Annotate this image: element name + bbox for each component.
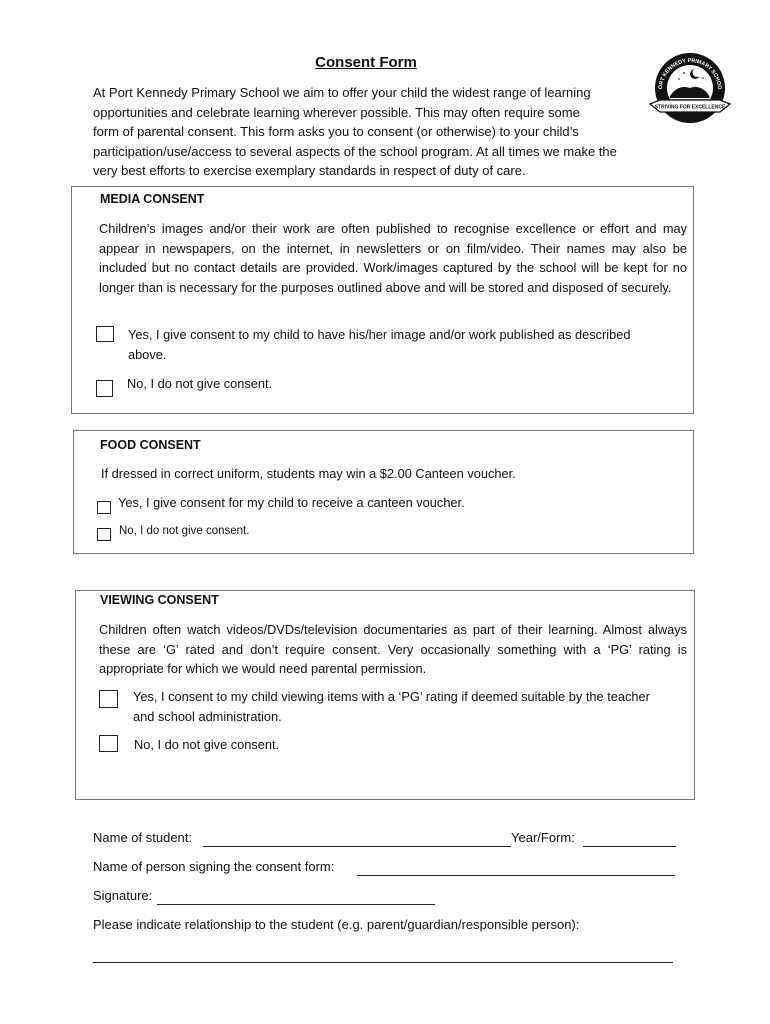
relationship-field[interactable]: [93, 961, 673, 963]
media-yes-label: Yes, I give consent to my child to have his/her image and/or work published as described above.: [128, 327, 631, 362]
year-form-label: Year/Form:: [511, 830, 575, 845]
intro-line: very best efforts to exercise exemplary standards in respect of duty of care.: [93, 163, 526, 178]
media-no-checkbox[interactable]: [96, 380, 113, 397]
intro-line: opportunities and celebrate learning wherever possible. This may often require some: [93, 104, 580, 120]
media-consent-heading: MEDIA CONSENT: [100, 192, 205, 206]
food-consent-heading: FOOD CONSENT: [100, 438, 201, 452]
viewing-consent-text: Children often watch videos/DVDs/television documentaries as part of their learning. Almost always these are ‘G’ rated and don’t require consent. Very occasionally something with a ‘PG’ rating is appropriate for which we would need parental permission.: [99, 622, 687, 676]
school-crest-icon: [648, 50, 732, 126]
student-name-field[interactable]: [203, 845, 511, 847]
viewing-no-checkbox[interactable]: [99, 735, 118, 752]
page-title: Consent Form: [315, 54, 417, 71]
food-yes-label: Yes, I give consent for my child to receive a canteen voucher.: [118, 495, 465, 510]
viewing-yes-checkbox[interactable]: [99, 690, 118, 708]
food-yes-checkbox[interactable]: [97, 501, 111, 514]
food-no-checkbox[interactable]: [97, 528, 111, 541]
media-yes-checkbox[interactable]: [96, 326, 114, 342]
logo-banner-text: STRIVING FOR EXCELLENCE: [654, 104, 726, 111]
intro-line: At Port Kennedy Primary School we aim to offer your child the widest range of learning: [93, 85, 591, 100]
logo-top-text: ORT KENNEDY PRIMARY SCHOO: [657, 57, 723, 90]
media-consent-text: Children’s images and/or their work are often published to recognise excellence or effort and may appear in newspapers, on the internet, in newsletters or on film/video. Their names may also be included but no contact details are provided. Work/images captured by the school will be kept for no longer than is necessary for the purposes outlined above and will be stored and disposed of securely.: [99, 221, 687, 295]
signer-name-field[interactable]: [357, 874, 675, 876]
signer-name-label: Name of person signing the consent form:: [93, 859, 335, 874]
viewing-yes-label: Yes, I consent to my child viewing items with a ‘PG’ rating if deemed suitable by the teacher and school administration.: [133, 689, 650, 724]
food-consent-text: If dressed in correct uniform, students may win a $2.00 Canteen voucher.: [101, 466, 516, 481]
signature-field[interactable]: [157, 903, 435, 905]
viewing-consent-heading: VIEWING CONSENT: [100, 593, 219, 607]
intro-line: form of parental consent. This form asks you to consent (or otherwise) to your child’s: [93, 124, 579, 139]
intro-paragraph: [93, 83, 683, 181]
year-form-field[interactable]: [583, 845, 676, 847]
food-no-label: No, I do not give consent.: [119, 525, 250, 537]
relationship-label: Please indicate relationship to the student (e.g. parent/guardian/responsible person):: [93, 917, 580, 932]
signature-label: Signature:: [93, 888, 153, 903]
intro-line: participation/use/access to several aspects of the school program. At all times we make the: [93, 143, 617, 159]
media-no-label: No, I do not give consent.: [127, 376, 273, 391]
viewing-no-label: No, I do not give consent.: [134, 737, 280, 752]
student-name-label: Name of student:: [93, 830, 192, 845]
